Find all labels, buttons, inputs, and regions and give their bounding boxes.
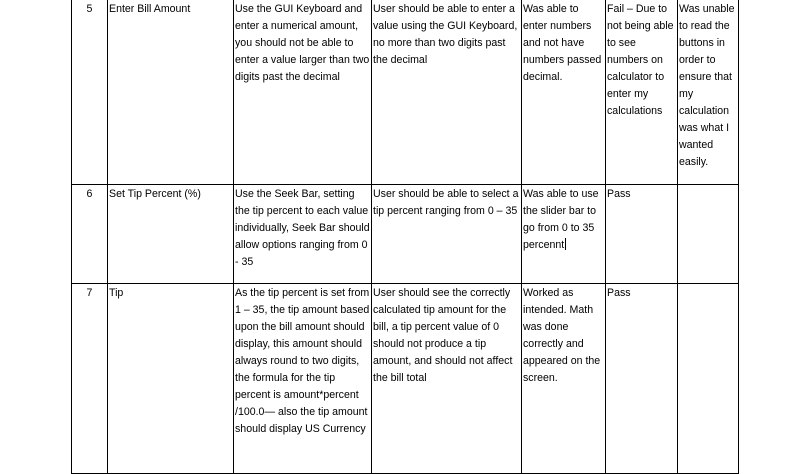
text-cursor [565,238,566,250]
row-number: 7 [72,284,108,474]
notes [678,185,739,284]
notes: Was unable to read the buttons in order to ensure that my calculation was what I wanted easily. [678,0,739,185]
table-row [72,185,739,284]
pass-fail: Pass [606,284,678,474]
expected-result: User should see the correctly calculated tip amount for the bill, a tip percent value of 0 should not produce a tip amount, and should not affect the bill total [372,284,522,474]
expected-result: User should be able to select a tip percent ranging from 0 – 35 [372,185,522,284]
pass-fail: Pass [606,185,678,284]
actual-result: Worked as intended. Math was done correctly and appeared on the screen. [522,284,606,474]
row-number: 6 [72,185,108,284]
table-row [72,284,739,474]
test-procedure: Use the Seek Bar, setting the tip percent to each value individually, Seek Bar should allow options ranging from 0 - 35 [234,185,372,284]
test-case-table [71,0,739,474]
actual-result-cell[interactable] [522,185,606,284]
table-row [72,0,739,185]
test-name: Tip [108,284,234,474]
pass-fail: Fail – Due to not being able to see numbers on calculator to enter my calculations [606,0,678,185]
test-name: Set Tip Percent (%) [108,185,234,284]
notes [678,284,739,474]
actual-result: Was able to enter numbers and not have numbers passed decimal. [522,0,606,185]
row-number: 5 [72,0,108,185]
test-procedure: As the tip percent is set from 1 – 35, the tip amount based upon the bill amount should display, this amount should always round to two digits, the formula for the tip percent is amount*percent /100.0— also the tip amount should display US Currency [234,284,372,474]
test-procedure: Use the GUI Keyboard and enter a numerical amount, you should not be able to enter a value larger than two digits past the decimal [234,0,372,185]
actual-result: Was able to use the slider bar to go from 0 to 35 percennt [523,188,599,251]
test-name: Enter Bill Amount [108,0,234,185]
expected-result: User should be able to enter a value using the GUI Keyboard, no more than two digits past the decimal [372,0,522,185]
